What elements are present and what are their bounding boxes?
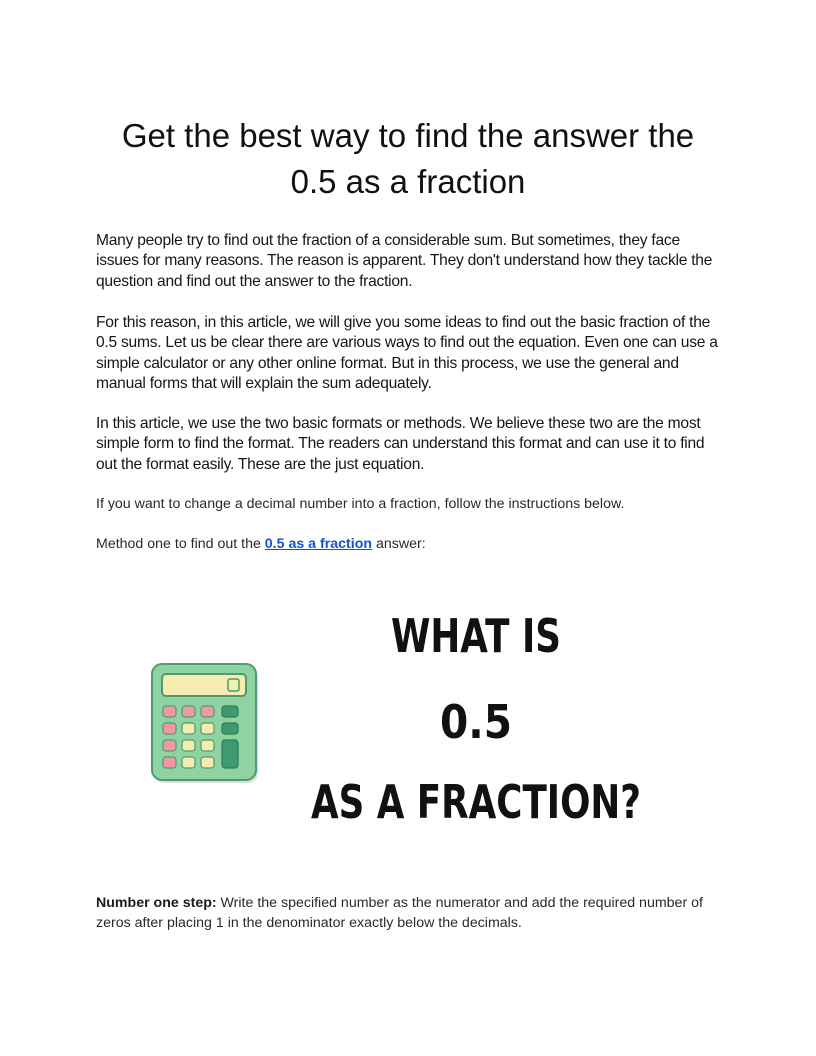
method-one-suffix: answer: (372, 536, 426, 552)
paragraph-intro: Many people try to find out the fraction of a considerable sum. But sometimes, they face issues for many reasons. The reason is apparent. They don't understand how they tackle the question and find out the answer to the fraction. (96, 232, 713, 290)
step-one-label: Number one step: (96, 895, 217, 911)
paragraph-methods: In this article, we use the two basic formats or methods. We believe these two are the most simple form to find the format. The readers can understand this format and can use it to find out the format easily. These are the just equation. (96, 415, 705, 473)
method-one-prefix: Method one to find out the (96, 536, 265, 552)
calculator-icon (152, 664, 258, 783)
page-title: Get the best way to find the answer the 0.5 as a fraction (121, 117, 695, 200)
paragraph-reason: For this reason, in this article, we will give you some ideas to find out the basic fraction of the 0.5 sums. Let us be clear there are various ways to find out the equation. Even one can use a simple calculator or any other online format. But in this process, we use the general and manual forms that will explain the sum adequately. (96, 314, 718, 392)
what-is-fraction-image (96, 578, 720, 870)
figure-line-as-a-fraction: AS A FRACTION? (311, 775, 641, 829)
figure-graphic (96, 578, 720, 870)
method-one-line (96, 534, 724, 554)
step-one-text: Write the specified number as the numerator and add the required number of zeros after placing 1 in the denominator exactly below the decimals. (96, 895, 703, 931)
figure-line-number: 0.5 (440, 695, 512, 749)
figure-line-what-is: WHAT IS (391, 609, 561, 663)
step-one-paragraph (96, 893, 724, 933)
paragraph-instructions: If you want to change a decimal number into a fraction, follow the instructions below. (96, 496, 625, 512)
fraction-link[interactable]: 0.5 as a fraction (264, 536, 373, 552)
